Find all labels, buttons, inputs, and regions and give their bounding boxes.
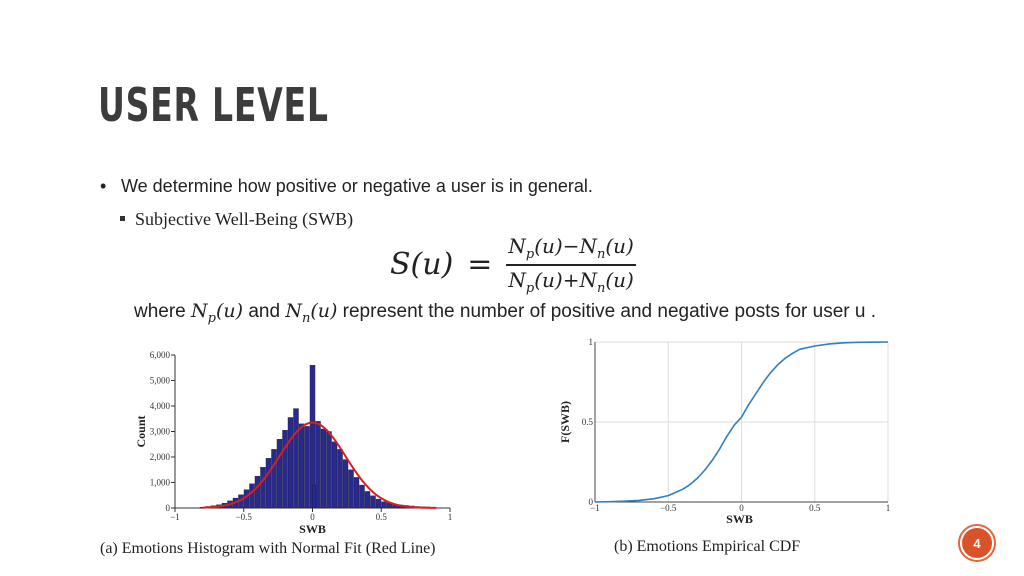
bullet-dot-icon: • (100, 176, 107, 196)
hist-bar (299, 424, 304, 508)
cdf-x-tick-label: −0.5 (660, 503, 677, 513)
cdf-x-tick-label: 0 (739, 503, 744, 513)
bullet-primary-text: We determine how positive or negative a user is in general. (121, 176, 593, 196)
hist-bar (343, 460, 348, 508)
hist-x-tick-label: 1 (447, 512, 453, 522)
cdf-x-tick-label: 0.5 (809, 503, 821, 513)
np-symbol: $N_p(u)$ (191, 300, 244, 326)
formula-fraction (506, 234, 635, 296)
hist-bar (332, 442, 337, 508)
hist-x-tick-label: −0.5 (235, 512, 252, 522)
hist-y-tick-label: 1,000 (149, 477, 170, 488)
hist-bar (376, 499, 381, 508)
hist-bar (271, 449, 276, 508)
swb-formula (390, 234, 636, 296)
formula-lhs: S(u) (390, 247, 454, 283)
cdf-x-tick-label: 1 (885, 503, 891, 513)
hist-bar (255, 476, 260, 508)
hist-bar (354, 477, 359, 508)
page-number: 4 (962, 528, 992, 558)
hist-bar (293, 409, 298, 508)
hist-y-tick-label: 6,000 (149, 350, 170, 360)
page-number-badge (958, 524, 996, 562)
hist-bar (337, 449, 342, 508)
hist-bar (359, 485, 364, 508)
cdf-y-tick-label: 0 (588, 497, 593, 507)
hist-bar (260, 467, 265, 508)
slide-title: USER LEVEL (98, 78, 329, 132)
hist-y-axis-label: Count (134, 415, 148, 448)
hist-bar (304, 426, 309, 508)
hist-x-tick-label: 0 (310, 512, 315, 522)
hist-bar (381, 502, 386, 508)
hist-bar (321, 429, 326, 508)
hist-bar (266, 458, 271, 508)
histogram-chart (130, 345, 470, 535)
hist-bar (277, 439, 282, 508)
bullet-secondary (120, 209, 353, 230)
cdf-y-axis-label: F(SWB) (558, 401, 572, 443)
where-explanation: where $N_p(u)$ and $N_n(u)$ represent the number of positive and negative posts for user u . (134, 300, 877, 326)
hist-x-tick-label: −1 (170, 512, 180, 522)
hist-bar (288, 417, 293, 508)
hist-y-tick-label: 0 (165, 503, 170, 513)
hist-x-tick-label: 0.5 (375, 512, 387, 522)
cdf-y-tick-label: 0.5 (581, 417, 593, 427)
hist-y-tick-label: 3,000 (149, 426, 170, 437)
formula-denominator: $N_p(u)+N_n(u)$ (508, 267, 634, 296)
hist-y-tick-label: 2,000 (149, 452, 170, 462)
nn-symbol: $N_n(u)$ (285, 300, 338, 326)
bullet-square-icon (120, 216, 125, 221)
hist-bar (249, 484, 254, 508)
cdf-chart (555, 335, 895, 525)
hist-bar (370, 496, 375, 508)
cdf-x-tick-label: −1 (590, 503, 600, 513)
hist-bar (348, 470, 353, 508)
formula-numerator: $N_p(u)-N_n(u)$ (508, 234, 634, 262)
hist-bar (282, 430, 287, 508)
histogram-caption: (a) Emotions Histogram with Normal Fit (Red Line) (100, 540, 436, 557)
bullet-secondary-text: Subjective Well-Being (SWB) (135, 209, 354, 229)
cdf-caption: (b) Emotions Empirical CDF (614, 538, 801, 555)
hist-y-tick-label: 5,000 (149, 375, 170, 386)
hist-bar (315, 421, 320, 508)
hist-bar (365, 491, 370, 508)
hist-x-axis-label: SWB (299, 522, 326, 535)
hist-y-tick-label: 4,000 (149, 401, 170, 411)
formula-equals: = (467, 247, 493, 283)
cdf-y-tick-label: 1 (588, 337, 593, 347)
hist-bar (326, 432, 331, 509)
cdf-x-axis-label: SWB (726, 512, 753, 525)
